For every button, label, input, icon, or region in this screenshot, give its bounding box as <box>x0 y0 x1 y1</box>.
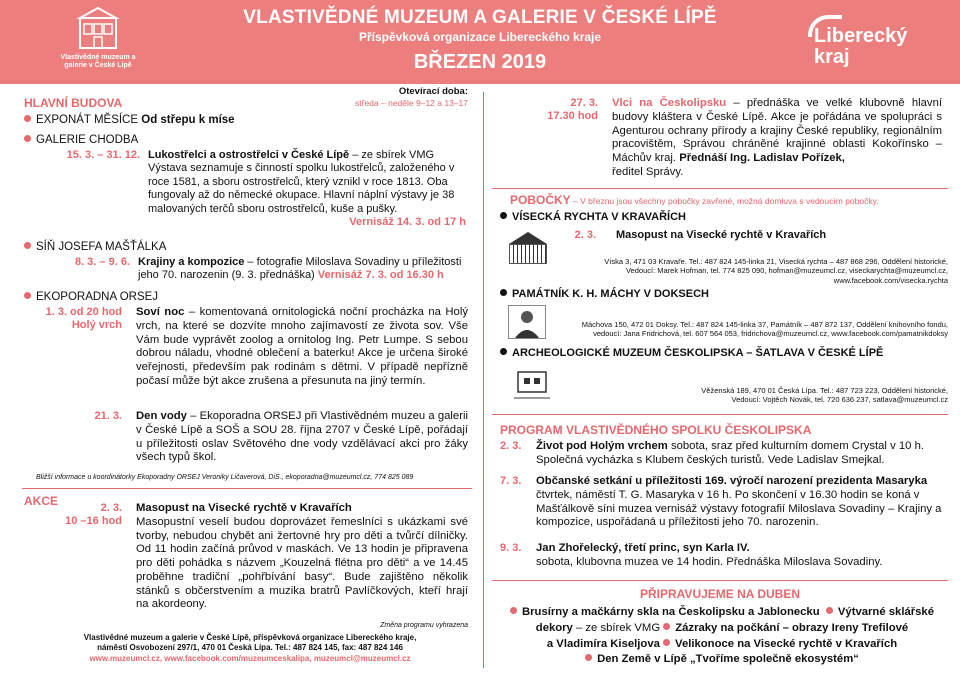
branch-3-name: ARCHEOLOGICKÉ MUZEUM ČESKOLIPSKA – ŠATLAVA V ČESKÉ LÍPĚ <box>500 347 883 360</box>
visecka-rychta-picture <box>508 232 548 266</box>
column-divider <box>483 92 484 668</box>
page-title: VLASTIVĚDNÉ MUZEUM A GALERIE V ČESKÉ LÍPĚ <box>243 7 717 28</box>
branch-2-contact: Máchova 150, 472 01 Doksy. Tel.: 487 824 145-linka 37, Památník – 487 872 137, Oddělení knihovního fondu, vedoucí: Jana Fridrichová, tel. 607 564 053, fridrichova@muzeumcl.cz, www.facebook.com/pamatnikdoksy <box>581 320 948 339</box>
akce-event: Masopust na Visecké rychtě v Kravařích Masopustní veselí budou doprovázet řemeslníci s ukázkami své tvorby, nebudou chybět ani žertovné hry pro děti a tvůrčí dílničky. Od 11 hodin začíná průvod v maskách. Ve 13 hodin je připravena pro děti pohádka s názvem „Kouzelná flétna pro děti“ a ve 14.45 proběhne tradiční „pohřbívání basy“. Bude zajištěno několik stánků s občerstvením a muzika bratrů Pavlíčkových, kteří hrají na akordeony. <box>136 502 468 611</box>
page-subtitle: Příspěvková organizace Libereckého kraje <box>358 30 602 44</box>
april-list: Brusírny a mačkárny skla na Českolipsku a Jablonecku Výtvarné sklářské dekory – ze sbírek VMG Zázraky na počkání – obrazy Ireny Trefilové a Vladimíra Kiseljova Velikonoce na Visecké rychtě v Kravařích Den Země v Lípě „Tvoříme společně ekosystém“ <box>494 605 950 668</box>
eco-contact: Bližší informace u koordinátorky Ekoporadny ORSEJ Veroniky Ličaverová, DiS., ekoporadna@muzeumcl.cz, 774 825 089 <box>36 474 414 481</box>
bullet-icon <box>24 242 31 249</box>
society-date-3: 9. 3. <box>500 542 522 554</box>
satlava-logo-picture <box>508 368 556 404</box>
hall-exhibition: Krajiny a kompozice – fotografie Miloslava Sovadiny u příležitosti jeho 70. narozenin (9. 3. přednáška) Vernisáž 7. 3. od 16.30 h <box>138 256 462 282</box>
macha-portrait-picture <box>508 305 546 339</box>
society-event-3: Jan Zhořelecký, třetí princ, syn Karla IV. sobota, klubovna muzea ve 14 hodin. Přednáška Miloslava Sovadiny. <box>536 542 883 568</box>
divider <box>492 188 948 189</box>
exhibit-of-month: EXPONÁT MĚSÍCE Od střepu k míse <box>24 113 235 127</box>
eco-event-1: Soví noc – komentovaná ornitologická noční procházka na Holý vrch, na které se dozvíte mnoho zajímavostí ze života sov. Vše Vám bude vyprávět zoolog a ornitolog Ing. Petr Lumpe. S sebou dobrou náladu, vhodné oblečení a baterku! Akce je určena široké veřejnosti, především pak rodinám s dětmi. V případě nepřízně počasí může být akce zrušena a přesunuta na jiný termín. <box>136 306 468 387</box>
april-item: Velikonoce na Visecké rychtě v Kravařích <box>675 637 898 650</box>
gallery-date: 15. 3. – 31. 12. <box>66 149 140 161</box>
society-event-1: Život pod Holým vrchem sobota, sraz před kulturním domem Crystal v 10 h. Společná vycházka s Klubem českých turistů. Vede Ladislav Smejkal. <box>536 440 924 466</box>
branch-1-name: VÍSECKÁ RYCHTA V KRAVAŘÍCH <box>500 211 686 224</box>
branch-2-name: PAMÁTNÍK K. H. MÁCHY V DOKSECH <box>500 288 709 301</box>
bullet-icon <box>500 348 507 355</box>
lecture-date: 27. 3. 17.30 hod <box>547 97 598 123</box>
branch-1-date: 2. 3. <box>574 229 596 241</box>
bullet-icon <box>24 115 31 122</box>
museum-building-icon <box>76 6 120 50</box>
april-heading: PŘIPRAVUJEME NA DUBEN <box>639 587 801 601</box>
society-event-2: Občanské setkání u příležitosti 169. výročí narození prezidenta Masaryka čtvrtek, náměstí T. G. Masaryka v 16 h. Po skončení v 16.30 hodin se koná v Mašťálkově síni muzea vernisáž výstavy fotografií Miloslava Sovadiny – Krajiny a kompozice, uspořádaná u příležitosti jeho 70. narozenin. <box>536 475 942 529</box>
april-item: Zázraky na počkání – obrazy Ireny Trefilové <box>675 621 909 634</box>
society-heading: PROGRAM VLASTIVĚDNÉHO SPOLKU ČESKOLIPSKA <box>500 423 812 437</box>
branch-1-event: Masopust na Visecké rychtě v Kravařích <box>616 229 827 241</box>
hall-heading: SÍŇ JOSEFA MAŠŤÁLKA <box>24 240 166 254</box>
bullet-icon <box>24 135 31 142</box>
eco-date-1: 1. 3. od 20 hod Holý vrch <box>45 306 122 332</box>
april-item: Brusírny a mačkárny skla na Českolipsku a Jablonecku <box>521 606 820 618</box>
header-banner <box>0 0 960 84</box>
eco-heading: EKOPORADNA ORSEJ <box>24 290 158 304</box>
society-date-1: 2. 3. <box>500 440 522 452</box>
opening-hours: Otevírací doba: středa – neděle 9–12 a 13–17 <box>355 86 468 108</box>
gallery-exhibition: Lukostřelci a ostrostřelci v České Lípě – ze sbírek VMG Výstava seznamuje s činností spolku lukostřelců, založeného v roce 1581, a sboru ostrostřelců, který vznikl v roce 1813. Oba fungovaly až do německé okupace. Hlavní náplní výstavy je 38 malovaných terčů sboru ostrostřelců, kuše a pušky. Vernisáž 14. 3. od 17 h <box>148 149 466 229</box>
program-changes-note: Změna programu vyhrazena <box>380 622 468 629</box>
eco-event-2: Den vody – Ekoporadna ORSEJ při Vlastivědném muzeu a galerii v České Lípě a SOŠ a SOU 28. října 2707 v České Lípě, pořádají u příležitosti oslav Světového dne vody vzdělávací akci pro žáky všech typů škol. <box>136 410 468 464</box>
april-item: Den Země v Lípě „Tvoříme společně ekosystém“ <box>597 653 859 666</box>
gallery-heading: GALERIE CHODBA <box>24 133 138 147</box>
branch-3-contact: Věženská 189, 470 01 Česká Lípa. Tel.: 487 723 223, Oddělení historické, Vedoucí: Vojtěch Novák, tel. 720 636 237, satlava@muzeumcl.cz <box>701 386 948 405</box>
divider <box>22 488 472 489</box>
hall-date: 8. 3. – 9. 6. <box>74 256 130 268</box>
akce-date: 2. 3. 10 –16 hod <box>65 502 122 528</box>
main-building-heading: HLAVNÍ BUDOVA <box>24 96 123 110</box>
logo-text: Vlastivědné muzeum a galerie v České Lípě <box>60 54 136 70</box>
branch-1-contact: Víska 3, 471 03 Kravaře. Tel.: 487 824 145-linka 21, Visecká rychta – 487 868 296, Oddělení historické, Vedoucí: Marek Hofman, tel. 774 825 090, hofman@muzeumcl.cz, viseckarychta@muzeumcl.cz, www.facebook.com/visecka.rychta <box>604 257 948 285</box>
bullet-icon <box>500 289 507 296</box>
divider <box>492 414 948 415</box>
divider <box>492 580 948 581</box>
footer-contact: Vlastivědné muzeum a galerie v České Lípě, příspěvková organizace Libereckého kraje, náměstí Osvobození 297/1, 470 01 Česká Lípa. Tel.: 487 824 145, fax: 487 824 146 www.muzeumcl.cz, www.facebook.com/muzeumceskalipa, muzeumcl@muzeumcl.cz <box>30 633 470 664</box>
branches-heading: POBOČKY – V březnu jsou všechny pobočky zavřené, možná domluva s vedoucím pobočky. <box>510 193 879 207</box>
bullet-icon <box>24 292 31 299</box>
society-date-2: 7. 3. <box>500 475 522 487</box>
april-item: Výtvarné sklářské <box>837 606 934 618</box>
month-title: BŘEZEN 2019 <box>413 51 547 73</box>
april-item: a Vladimíra Kiseljova <box>546 637 660 650</box>
museum-logo <box>58 6 138 74</box>
bullet-icon <box>500 212 507 219</box>
lecture-event: Vlci na Českolipsku – přednáška ve velké klubovně hlavní budovy kláštera v České Lípě. Akce je pořádána ve spolupráci s Agenturou ochrany přírody a krajiny České republiky, regionálním pracovištěm, Správou chráněné krajinné oblasti Kokořínsko – Máchův kraj. Přednáší Ing. Ladislav Pořízek, ředitel Správy. <box>612 97 943 178</box>
footer-links[interactable]: www.muzeumcl.cz, www.facebook.com/muzeumceskalipa, muzeumcl@muzeumcl.cz <box>89 653 411 663</box>
akce-heading: AKCE <box>24 494 59 508</box>
region-logo: Liberecký kraj <box>814 25 908 68</box>
eco-date-2: 21. 3. <box>94 410 122 422</box>
